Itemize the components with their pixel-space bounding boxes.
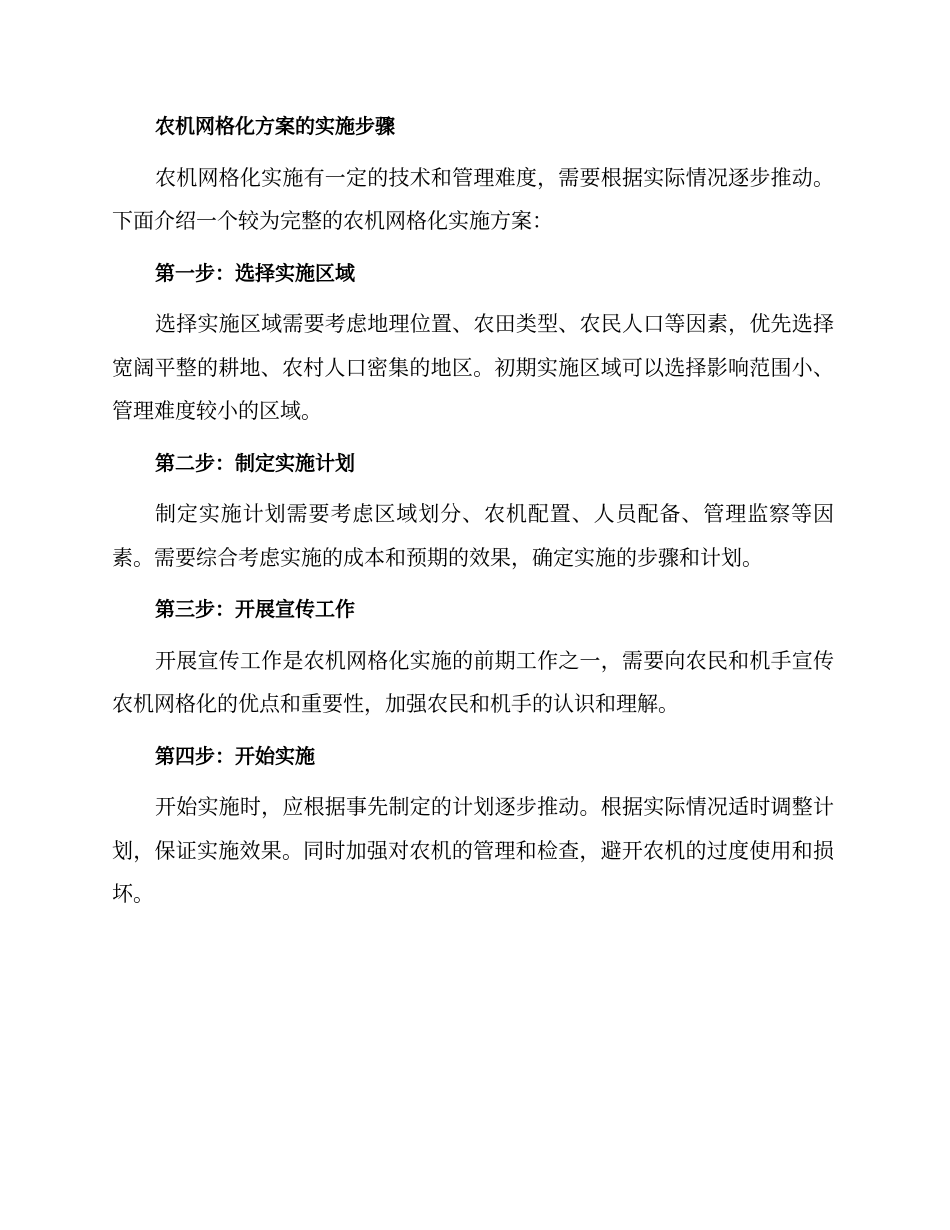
intro-paragraph: 农机网格化实施有一定的技术和管理难度，需要根据实际情况逐步推动。下面介绍一个较为完整的农机网格化实施方案： [112, 165, 834, 233]
step-3-heading: 第三步：开展宣传工作 [155, 597, 355, 621]
step-3-paragraph: 开展宣传工作是农机网格化实施的前期工作之一，需要向农民和机手宣传农机网格化的优点和重要性，加强农民和机手的认识和理解。 [112, 648, 834, 716]
document-body [112, 105, 834, 925]
step-1-paragraph: 选择实施区域需要考虑地理位置、农田类型、农民人口等因素，优先选择宽阔平整的耕地、农村人口密集的地区。初期实施区域可以选择影响范围小、管理难度较小的区域。 [112, 312, 834, 423]
step-2-heading: 第二步：制定实施计划 [155, 450, 355, 475]
step-4-paragraph: 开始实施时，应根据事先制定的计划逐步推动。根据实际情况适时调整计划，保证实施效果。同时加强对农机的管理和检查，避开农机的过度使用和损坏。 [112, 795, 834, 906]
step-2-paragraph: 制定实施计划需要考虑区域划分、农机配置、人员配备、管理监察等因素。需要综合考虑实施的成本和预期的效果，确定实施的步骤和计划。 [112, 502, 834, 570]
document-title: 农机网格化方案的实施步骤 [155, 114, 395, 138]
step-1-heading: 第一步：选择实施区域 [155, 260, 355, 285]
step-4-heading: 第四步：开始实施 [155, 743, 315, 768]
